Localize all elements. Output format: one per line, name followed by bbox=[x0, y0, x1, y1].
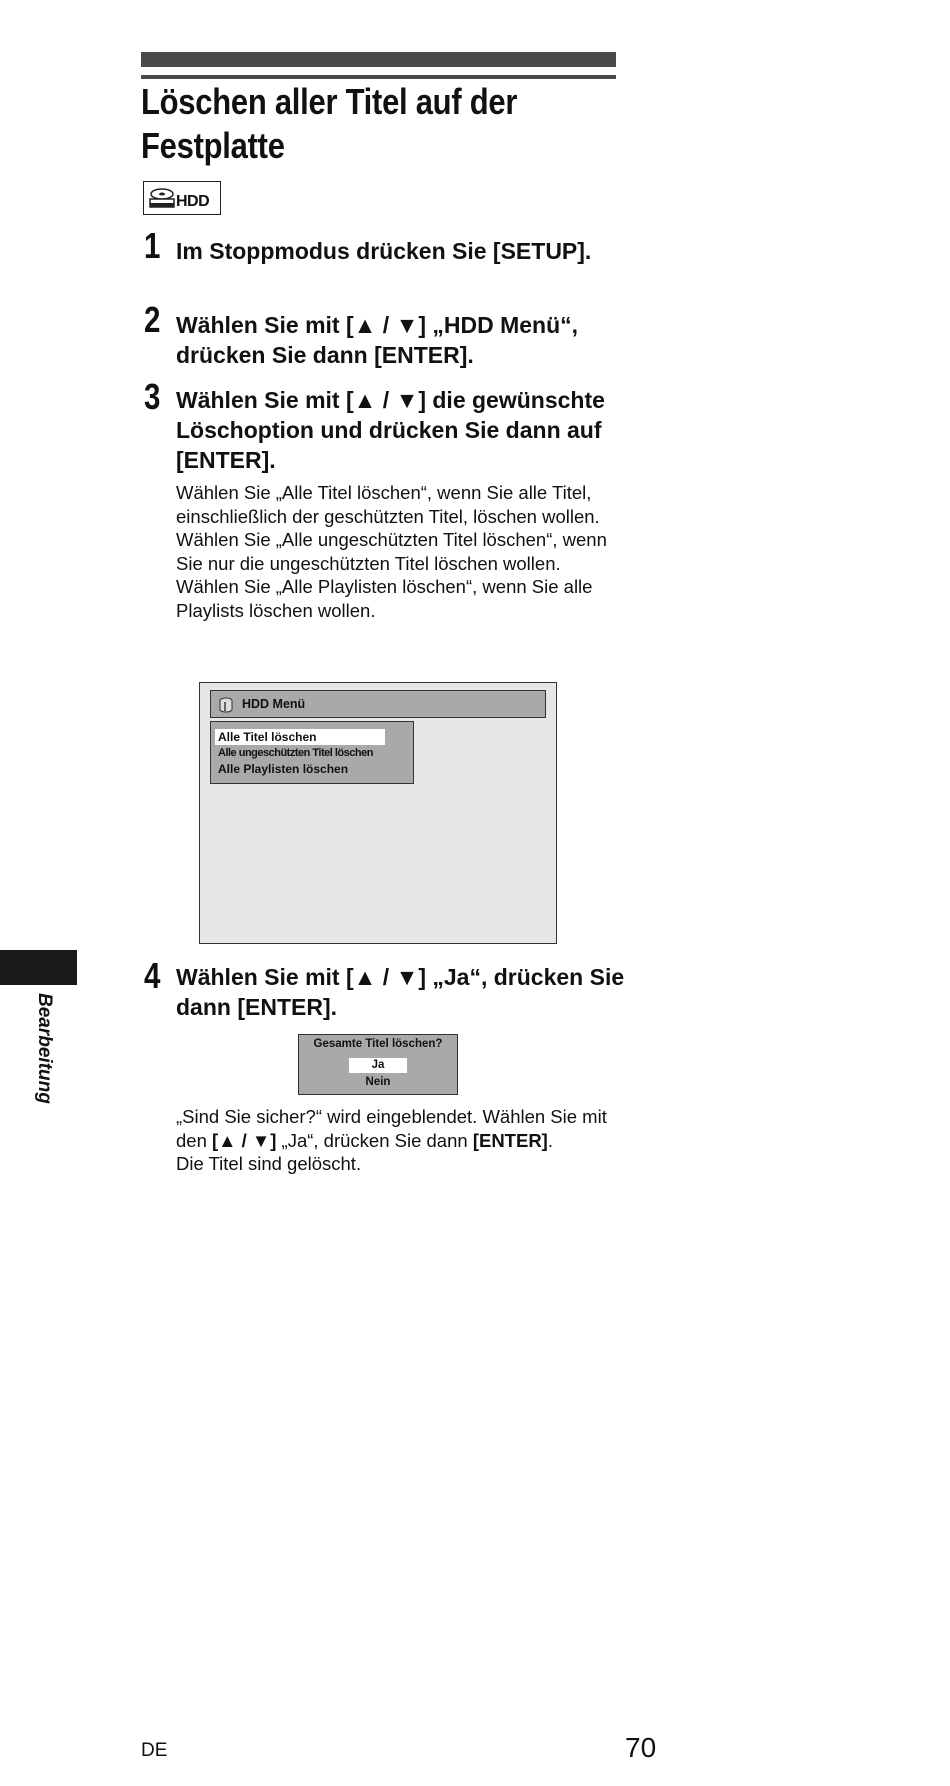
confirm-dialog bbox=[298, 1034, 458, 1095]
enter-key-label: [ENTER] bbox=[472, 1129, 548, 1151]
dialog-no-option: Nein bbox=[365, 1076, 391, 1088]
step-4-note bbox=[176, 1105, 636, 1176]
section-side-tab bbox=[0, 950, 77, 985]
hdd-badge-label: HDD bbox=[176, 193, 210, 210]
step-text: Wählen Sie mit [▲ / ▼] „Ja“, drücken Sie dann [ENTER]. bbox=[176, 964, 625, 1020]
menu-item-playlisten: Alle Playlisten löschen bbox=[218, 762, 349, 776]
page-title: Löschen aller Titel auf der Festplatte bbox=[141, 81, 518, 166]
footer-language: DE bbox=[141, 1740, 168, 1761]
note-text: Die Titel sind gelöscht. bbox=[176, 1153, 362, 1174]
step-text: Im Stoppmodus drücken Sie [SETUP]. bbox=[176, 238, 592, 264]
dialog-question: Gesamte Titel löschen? bbox=[313, 1038, 443, 1050]
step-3-notes: Wählen Sie „Alle Titel löschen“, wenn Sie alle Titel, einschließlich der geschützten Titel, löschen wollen. Wählen Sie „Alle ungeschützten Titel löschen“, wenn Sie nur die ungeschützten Titel löschen wollen. Wählen Sie „Alle Playlisten löschen“, wenn Sie alle Playlists löschen wollen. bbox=[176, 482, 607, 621]
step-text: Wählen Sie mit [▲ / ▼] „HDD Menü“, drücken Sie dann [ENTER]. bbox=[176, 312, 579, 368]
arrow-keys-label: [▲ / ▼] bbox=[212, 1129, 277, 1151]
hdd-drive-icon bbox=[147, 185, 177, 211]
note-text: „Ja“, drücken Sie dann bbox=[276, 1129, 473, 1151]
step-number: 2 bbox=[144, 299, 161, 340]
hdd-cylinder-icon bbox=[218, 697, 234, 713]
screen-title-bar bbox=[210, 690, 546, 718]
menu-item-alle-titel: Alle Titel löschen bbox=[215, 729, 385, 745]
dialog-yes-option: Ja bbox=[349, 1058, 407, 1073]
screen-title: HDD Menü bbox=[242, 697, 306, 711]
menu-item-ungeschuetzte-titel: Alle ungeschützten Titel löschen bbox=[218, 747, 373, 759]
note-text: . bbox=[547, 1129, 553, 1151]
header-bar-thin bbox=[141, 75, 616, 79]
step-text: Wählen Sie mit [▲ / ▼] die gewünschte Löschoption und drücken Sie dann auf [ENTER]. bbox=[176, 387, 605, 473]
header-bar-thick bbox=[141, 52, 616, 67]
step-number: 4 bbox=[144, 955, 161, 996]
step-number: 3 bbox=[144, 376, 161, 417]
delete-options-menu bbox=[210, 721, 414, 784]
step-number: 1 bbox=[144, 225, 161, 266]
page-number: 70 bbox=[625, 1732, 657, 1763]
hdd-badge bbox=[143, 181, 221, 215]
note-text: „Sind Sie sicher?“ wird eingeblendet. Wählen Sie mit den bbox=[176, 1106, 607, 1151]
section-side-label: Bearbeitung bbox=[34, 993, 55, 1104]
